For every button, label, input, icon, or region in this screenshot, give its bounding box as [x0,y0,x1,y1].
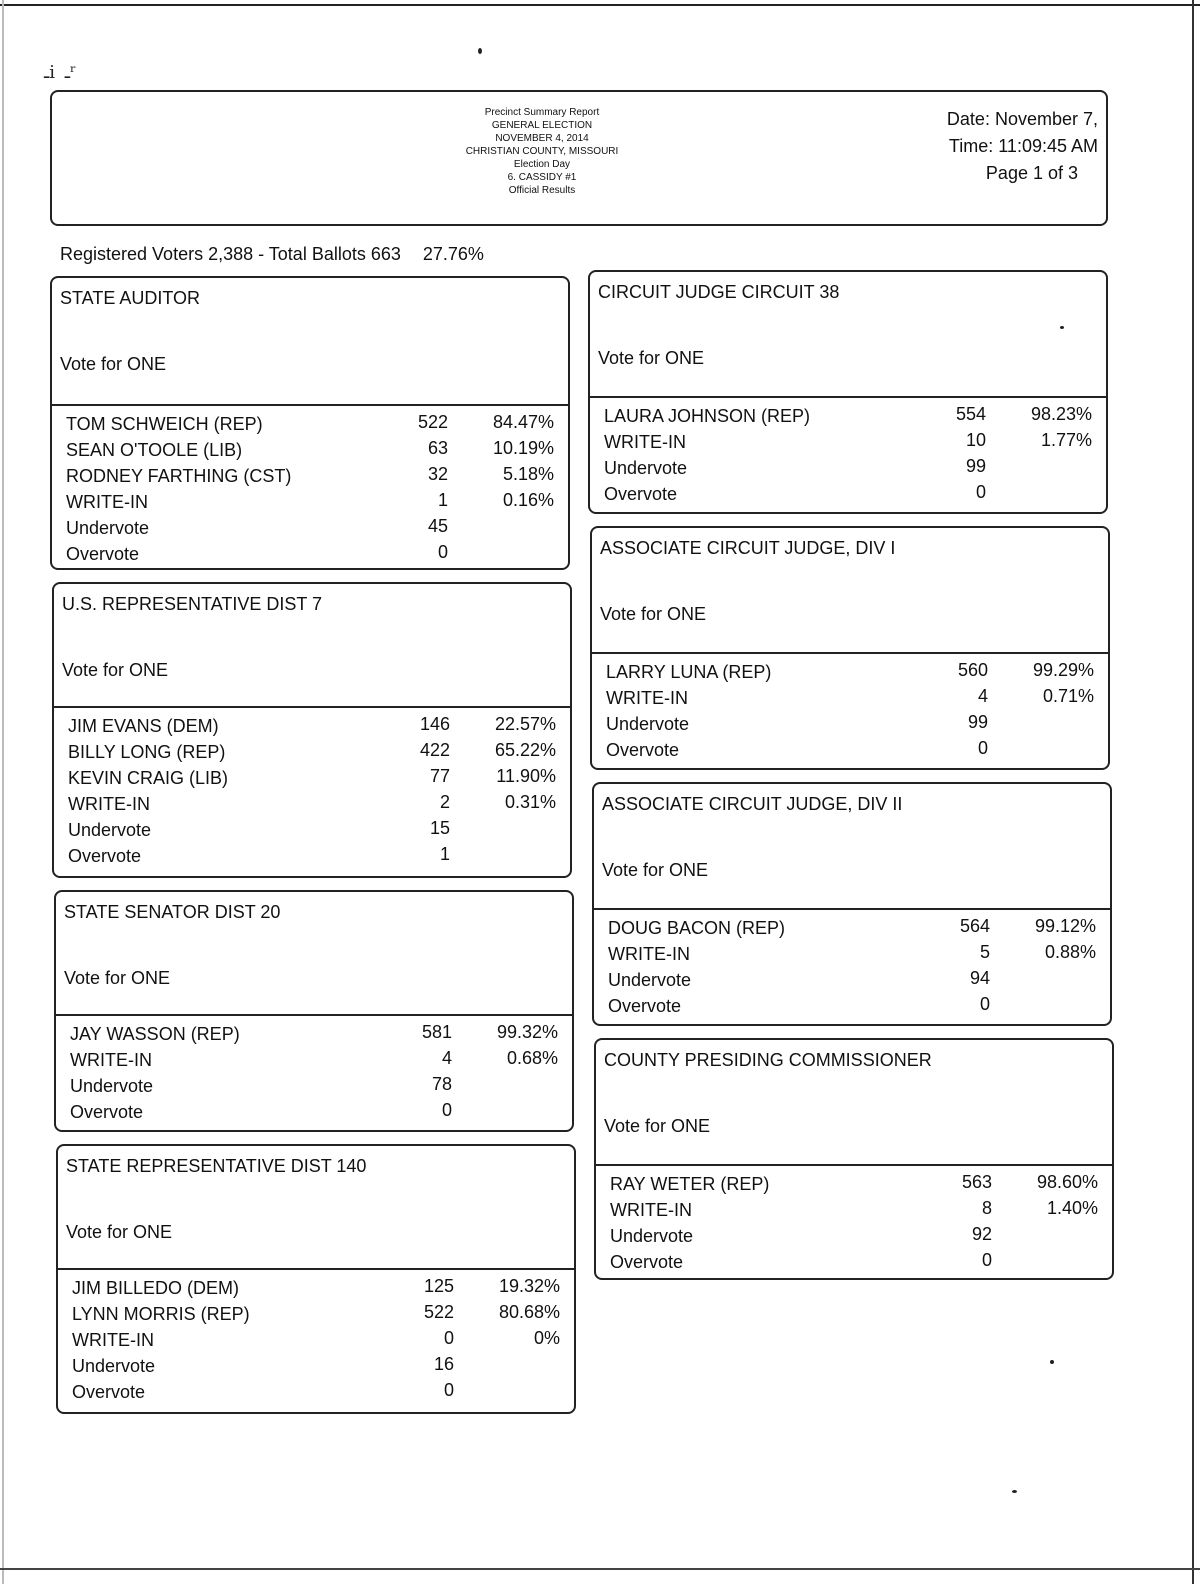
result-row [594,994,1110,1020]
result-row [52,490,568,516]
race-box [56,1144,576,1414]
candidate-name: LAURA JOHNSON (REP) [604,406,811,426]
race-results [590,398,1106,508]
vote-percent: 10.19% [492,438,554,458]
race-header [592,528,1108,654]
result-row [590,456,1106,482]
race-header [596,1040,1112,1166]
candidate-name: JIM EVANS (DEM) [68,716,219,736]
candidate-name: LYNN MORRIS (REP) [72,1304,250,1324]
candidate-name: Undervote [68,820,152,840]
race-results [596,1166,1112,1276]
race-results [56,1016,572,1126]
vote-percent: 98.23% [1030,404,1092,424]
vote-count: 554 [955,404,986,424]
candidate-name: WRITE-IN [66,492,148,512]
vote-percent: 0.68% [506,1048,558,1068]
result-row [56,1074,572,1100]
vote-percent: 22.57% [494,714,556,734]
vote-percent: 0.16% [502,490,554,510]
result-row [596,1172,1112,1198]
race-box [50,276,570,570]
candidate-name: KEVIN CRAIG (LIB) [68,768,229,788]
race-title: STATE SENATOR DIST 20 [64,902,281,922]
candidate-name: WRITE-IN [610,1200,692,1220]
result-row [590,482,1106,508]
registered-voters-text: Registered Voters 2,388 - Total Ballots 663 [60,244,401,264]
candidate-name: WRITE-IN [72,1330,154,1350]
vote-for-label: Vote for ONE [62,660,169,680]
result-row [592,686,1108,712]
vote-for-label: Vote for ONE [64,968,171,988]
vote-count: 16 [433,1354,454,1374]
report-info [392,106,692,197]
result-row [52,542,568,568]
vote-count: 422 [419,740,450,760]
vote-percent: 1.77% [1040,430,1092,450]
result-row [58,1328,574,1354]
election-date: NOVEMBER 4, 2014 [495,133,589,144]
race-box [594,1038,1114,1280]
result-row [52,412,568,438]
race-box [588,270,1108,514]
result-row [54,740,570,766]
result-row [54,844,570,870]
report-title: Precinct Summary Report [484,107,600,118]
candidate-name: RAY WETER (REP) [610,1174,770,1194]
result-row [58,1276,574,1302]
registration-summary [60,244,484,265]
race-box [592,782,1112,1026]
result-row [594,942,1110,968]
result-row [52,438,568,464]
result-row [58,1354,574,1380]
result-row [592,660,1108,686]
result-row [590,404,1106,430]
race-results [52,406,568,568]
race-title: U.S. REPRESENTATIVE DIST 7 [62,594,323,614]
vote-count: 560 [957,660,988,680]
vote-for-label: Vote for ONE [604,1116,711,1136]
race-box [54,890,574,1132]
candidate-name: Undervote [606,714,690,734]
race-results [594,910,1110,1020]
candidate-name: RODNEY FARTHING (CST) [66,466,292,486]
vote-count: 94 [969,968,990,988]
vote-count: 4 [977,686,988,706]
result-row [596,1224,1112,1250]
vote-percent: 98.60% [1036,1172,1098,1192]
vote-count: 125 [423,1276,454,1296]
vote-count: 0 [437,542,448,562]
election-day: Election Day [513,159,571,170]
vote-count: 92 [971,1224,992,1244]
scan-speck [1012,1490,1017,1493]
vote-percent: 80.68% [498,1302,560,1322]
vote-for-label: Vote for ONE [60,354,167,374]
candidate-name: Undervote [66,518,150,538]
vote-count: 0 [979,994,990,1014]
vote-count: 522 [417,412,448,432]
race-title: STATE REPRESENTATIVE DIST 140 [66,1156,367,1176]
vote-count: 77 [429,766,450,786]
page-edge-top [0,4,1200,6]
result-row [596,1198,1112,1224]
result-row [54,714,570,740]
report-meta [898,106,1098,187]
result-row [52,464,568,490]
candidate-name: Overvote [606,740,680,760]
vote-for-label: Vote for ONE [600,604,707,624]
vote-count: 63 [427,438,448,458]
race-title: CIRCUIT JUDGE CIRCUIT 38 [598,282,840,302]
result-row [594,916,1110,942]
candidate-name: Overvote [70,1102,144,1122]
vote-count: 2 [439,792,450,812]
vote-count: 99 [965,456,986,476]
county-name: CHRISTIAN COUNTY, MISSOURI [465,146,619,157]
vote-percent: 19.32% [498,1276,560,1296]
result-row [590,430,1106,456]
vote-count: 78 [431,1074,452,1094]
page-edge-right [1192,0,1194,1584]
candidate-name: JAY WASSON (REP) [70,1024,240,1044]
race-title: COUNTY PRESIDING COMMISSIONER [604,1050,932,1070]
handwritten-mark: ـi ـʳ [44,62,79,83]
vote-percent: 99.32% [496,1022,558,1042]
report-time: Time: 11:09:45 AM [948,136,1098,156]
vote-percent: 0% [533,1328,560,1348]
race-title: STATE AUDITOR [60,288,201,308]
result-row [592,738,1108,764]
vote-count: 0 [443,1380,454,1400]
election-name: GENERAL ELECTION [491,120,593,131]
vote-count: 581 [421,1022,452,1042]
candidate-name: JIM BILLEDO (DEM) [72,1278,240,1298]
candidate-name: Undervote [610,1226,694,1246]
result-row [52,516,568,542]
vote-count: 0 [977,738,988,758]
vote-percent: 84.47% [492,412,554,432]
candidate-name: Undervote [72,1356,156,1376]
vote-percent: 1.40% [1046,1198,1098,1218]
candidate-name: TOM SCHWEICH (REP) [66,414,263,434]
vote-percent: 0.88% [1044,942,1096,962]
vote-count: 0 [981,1250,992,1270]
scan-speck [478,48,482,54]
race-header [52,278,568,406]
vote-count: 10 [965,430,986,450]
candidate-name: Overvote [68,846,142,866]
result-row [596,1250,1112,1276]
vote-count: 146 [419,714,450,734]
vote-count: 8 [981,1198,992,1218]
race-results [54,708,570,870]
vote-for-label: Vote for ONE [598,348,705,368]
race-box [52,582,572,878]
candidate-name: Overvote [610,1252,684,1272]
candidate-name: Overvote [66,544,140,564]
vote-count: 1 [437,490,448,510]
candidate-name: Overvote [604,484,678,504]
candidate-name: Undervote [604,458,688,478]
result-row [56,1022,572,1048]
race-header [594,784,1110,910]
candidate-name: Undervote [608,970,692,990]
vote-count: 563 [961,1172,992,1192]
race-header [590,272,1106,398]
race-header [54,584,570,708]
race-results [58,1270,574,1406]
vote-count: 32 [427,464,448,484]
candidate-name: LARRY LUNA (REP) [606,662,772,682]
scan-speck [1050,1360,1054,1364]
page-edge-bottom [0,1568,1200,1570]
vote-percent: 11.90% [496,766,556,786]
candidate-name: WRITE-IN [608,944,690,964]
vote-percent: 0.71% [1042,686,1094,706]
report-header [50,90,1108,226]
result-row [54,818,570,844]
race-header [58,1146,574,1270]
candidate-name: Undervote [70,1076,154,1096]
report-date: Date: November 7, [946,109,1098,129]
candidate-name: SEAN O'TOOLE (LIB) [66,440,243,460]
vote-count: 5 [979,942,990,962]
vote-for-label: Vote for ONE [602,860,709,880]
candidate-name: WRITE-IN [606,688,688,708]
result-row [58,1380,574,1406]
result-row [58,1302,574,1328]
results-status: Official Results [508,185,576,196]
result-row [54,792,570,818]
page-edge-left [2,0,4,1584]
candidate-name: WRITE-IN [604,432,686,452]
vote-percent: 65.22% [494,740,556,760]
race-title: ASSOCIATE CIRCUIT JUDGE, DIV II [602,794,903,814]
candidate-name: BILLY LONG (REP) [68,742,226,762]
vote-count: 99 [967,712,988,732]
vote-count: 0 [441,1100,452,1120]
vote-percent: 0.31% [504,792,556,812]
vote-percent: 99.29% [1032,660,1094,680]
result-row [594,968,1110,994]
vote-percent: 99.12% [1034,916,1096,936]
candidate-name: Overvote [608,996,682,1016]
result-row [56,1048,572,1074]
candidate-name: WRITE-IN [68,794,150,814]
vote-count: 564 [959,916,990,936]
vote-count: 0 [975,482,986,502]
page-number: Page 1 of 3 [985,163,1078,183]
vote-count: 522 [423,1302,454,1322]
result-row [56,1100,572,1126]
race-box [590,526,1110,770]
vote-count: 0 [443,1328,454,1348]
result-row [54,766,570,792]
vote-count: 45 [427,516,448,536]
vote-count: 1 [439,844,450,864]
result-row [592,712,1108,738]
candidate-name: WRITE-IN [70,1050,152,1070]
race-results [592,654,1108,764]
vote-count: 15 [429,818,450,838]
vote-for-label: Vote for ONE [66,1222,173,1242]
vote-count: 4 [441,1048,452,1068]
turnout-percent: 27.76% [422,244,484,264]
candidate-name: DOUG BACON (REP) [608,918,786,938]
precinct-name: 6. CASSIDY #1 [507,172,577,183]
race-header [56,892,572,1016]
candidate-name: Overvote [72,1382,146,1402]
vote-percent: 5.18% [502,464,554,484]
race-title: ASSOCIATE CIRCUIT JUDGE, DIV I [600,538,896,558]
